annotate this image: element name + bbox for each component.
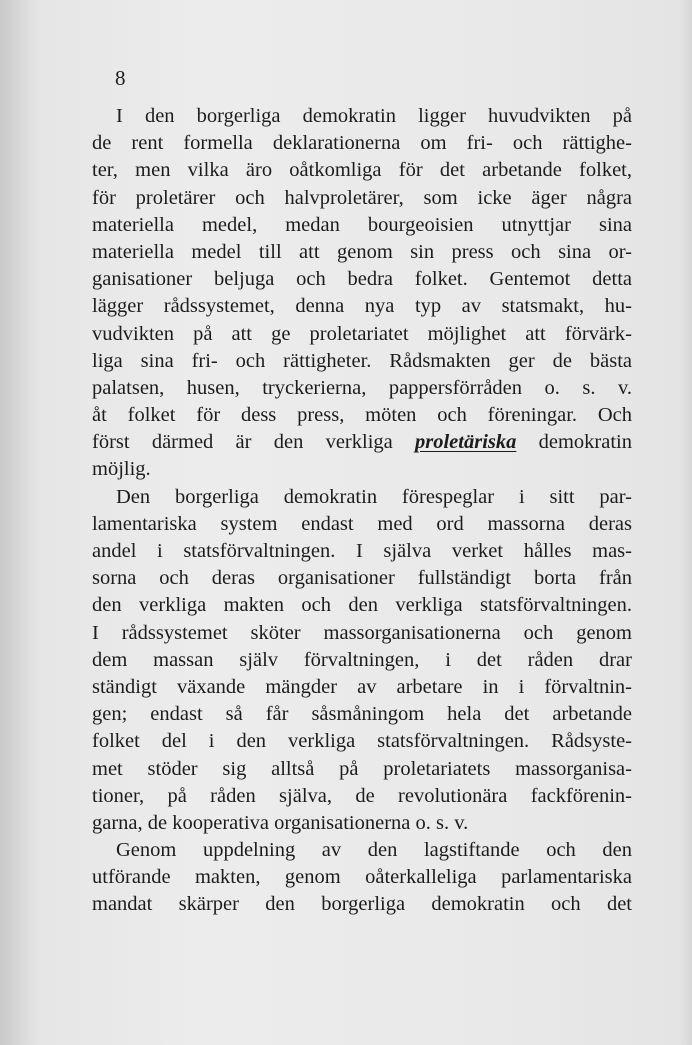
text-line: I den borgerliga demokratin ligger huvudvikten på (116, 105, 632, 127)
text-line: folket del i den verkliga statsförvaltningen. Rådsyste- (92, 730, 632, 753)
text-line: palatsen, husen, tryckerierna, pappersförråden o. s. v. (92, 376, 632, 399)
text-line: materiella medel, medan bourgeoisien utnyttjar sina (92, 213, 632, 236)
text-line: ter, men vilka äro oåtkomliga för det arbetande folket, (92, 159, 632, 182)
paragraph-end-line: garna, de kooperativa organisationerna o. s. v. (92, 811, 469, 834)
text-segment: först därmed är den verkliga (92, 431, 415, 454)
text-line: dem massan själv förvaltningen, i det råden drar (92, 648, 632, 671)
text-line: utförande makten, genom oåterkalleliga parlamentariska (92, 866, 632, 889)
text-line: åt folket för dess press, möten och föreningar. Och (92, 404, 632, 427)
text-line (92, 429, 632, 456)
text-line: mandat skärper den borgerliga demokratin och det (92, 893, 632, 916)
paragraph-end-line: möjlig. (92, 458, 151, 481)
emphasized-word: proletäriska (415, 431, 517, 454)
text-line: I rådssystemet sköter massorganisationerna och genom (92, 621, 632, 644)
text-line: liga sina fri- och rättigheter. Rådsmakten ger de bästa (92, 349, 632, 372)
text-line: den verkliga makten och den verkliga statsförvaltningen. (92, 594, 632, 617)
text-line: ganisationer beljuga och bedra folket. Gentemot detta (92, 268, 632, 291)
text-line: de rent formella deklarationerna om fri- och rättighe- (92, 132, 632, 155)
text-line: met stöder sig alltså på proletariatets massorganisa- (92, 757, 632, 780)
text-line: Genom uppdelning av den lagstiftande och den (116, 839, 632, 862)
text-line: lägger rådssystemet, denna nya typ av statsmakt, hu- (92, 295, 632, 318)
text-line: tioner, på råden själva, de revolutionära fackförenin- (92, 784, 632, 807)
text-line: Den borgerliga demokratin förespeglar i sitt par- (116, 485, 632, 508)
text-line: ständigt växande mängder av arbetare in i förvaltnin- (92, 675, 632, 698)
text-line: lamentariska system endast med ord massorna deras (92, 512, 632, 535)
text-line: vudvikten på att ge proletariatet möjlighet att förvärk- (92, 322, 632, 345)
text-line: materiella medel till att genom sin press och sina or- (92, 240, 632, 263)
text-line: andel i statsförvaltningen. I själva verket hålles mas- (92, 540, 632, 562)
text-line: för proletärer och halvproletärer, som icke äger några (92, 186, 632, 209)
text-segment: demokratin (516, 431, 632, 454)
page-number: 8 (115, 66, 126, 90)
body-text (92, 103, 632, 919)
text-line: gen; endast så får såsmåningom hela det arbetande (92, 703, 632, 726)
text-line: sorna och deras organisationer fullständigt borta från (92, 567, 632, 590)
